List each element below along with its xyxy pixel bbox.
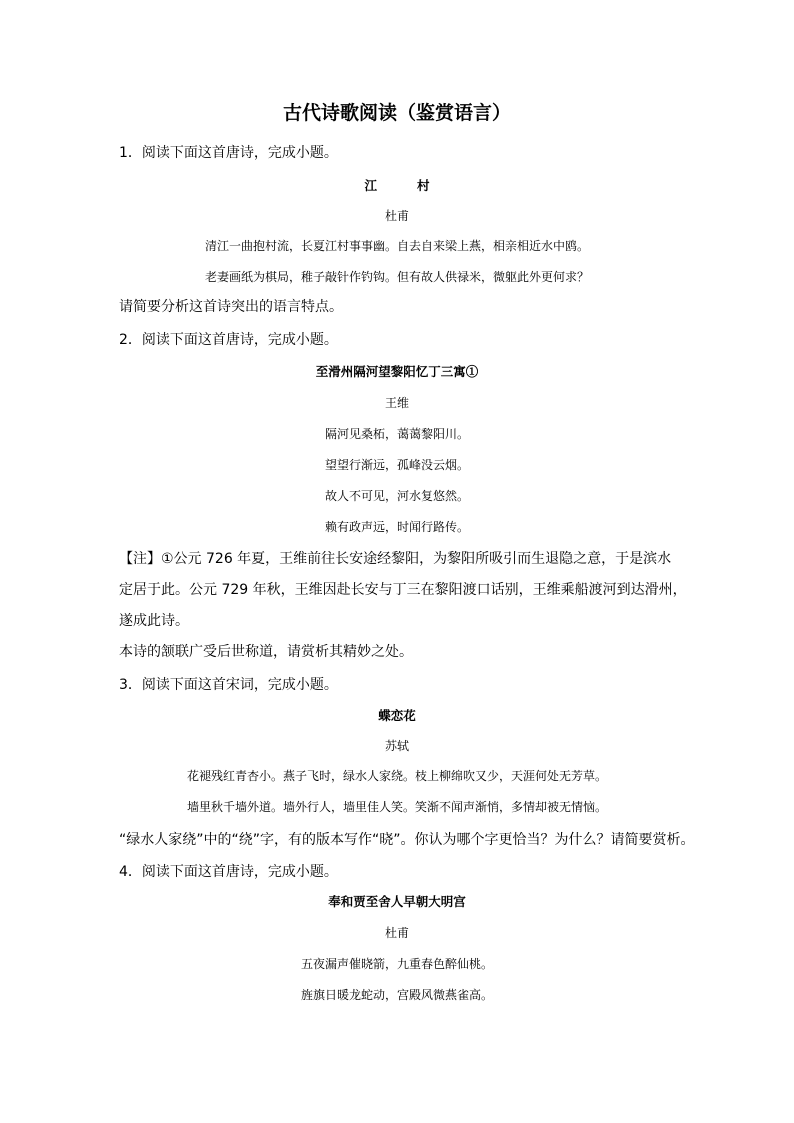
q1-verse-line: 老妻画纸为棋局，稚子敲针作钓钩。但有故人供禄米，微躯此外更何求？ (204, 270, 589, 284)
q4-verse-line: 旌旗日暖龙蛇动，宫殿风微燕雀高。 (300, 988, 493, 1002)
page-title: 古代诗歌阅读（鉴赏语言） (282, 102, 511, 124)
q2-note-line: 遂成此诗。 (119, 613, 189, 629)
q2-note-line: 【注】①公元 726 年夏，王维前往长安途经黎阳，为黎阳所吸引而生退隐之意，于是滨水 (119, 551, 672, 567)
q1-intro: 1．阅读下面这首唐诗，完成小题。 (119, 145, 338, 161)
q3-poem-title: 蝶恋花 (378, 708, 416, 723)
q4-intro: 4．阅读下面这首唐诗，完成小题。 (119, 864, 338, 880)
q2-intro: 2．阅读下面这首唐诗，完成小题。 (119, 332, 338, 348)
q1-verse-line: 清江一曲抱村流，长夏江村事事幽。自去自来梁上燕，相亲相近水中鸥。 (204, 239, 589, 253)
q3-poem-author: 苏轼 (384, 739, 409, 753)
q2-poem-title: 至滑州隔河望黎阳忆丁三寓① (315, 364, 479, 379)
q2-verse-line: 故人不可见，河水复悠然。 (324, 489, 469, 503)
q2-verse-line: 隔河见桑柘，蔼蔼黎阳川。 (324, 427, 469, 441)
q1-poem-title: 江村 (364, 178, 470, 193)
q4-poem-author: 杜甫 (384, 926, 409, 940)
q2-verse-line: 望望行渐远，孤峰没云烟。 (324, 458, 469, 472)
q1-question: 请简要分析这首诗突出的语言特点。 (119, 299, 343, 315)
q2-verse-line: 赖有政声远，时闻行路传。 (324, 520, 469, 534)
q1-poem-author: 杜甫 (384, 209, 409, 223)
q4-verse-line: 五夜漏声催晓箭，九重春色醉仙桃。 (300, 957, 493, 971)
q2-poem-author: 王维 (384, 396, 409, 410)
q3-verse-line: 花褪残红青杏小。燕子飞时，绿水人家绕。枝上柳绵吹又少，天涯何处无芳草。 (186, 769, 607, 783)
q2-question: 本诗的颔联广受后世称道，请赏析其精妙之处。 (119, 644, 413, 660)
q3-question: “绿水人家绕”中的“绕”字，有的版本写作“晓”。你认为哪个字更恰当？为什么？请简要赏析。 (119, 832, 695, 848)
q2-note-line: 定居于此。公元 729 年秋，王维因赴长安与丁三在黎阳渡口话别，王维乘船渡河到达滑州， (119, 582, 687, 598)
q3-intro: 3．阅读下面这首宋词，完成小题。 (119, 677, 338, 693)
q3-verse-line: 墙里秋千墙外道。墙外行人，墙里佳人笑。笑渐不闻声渐悄，多情却被无情恼。 (186, 800, 607, 814)
q4-poem-title: 奉和贾至舍人早朝大明宫 (328, 894, 466, 909)
